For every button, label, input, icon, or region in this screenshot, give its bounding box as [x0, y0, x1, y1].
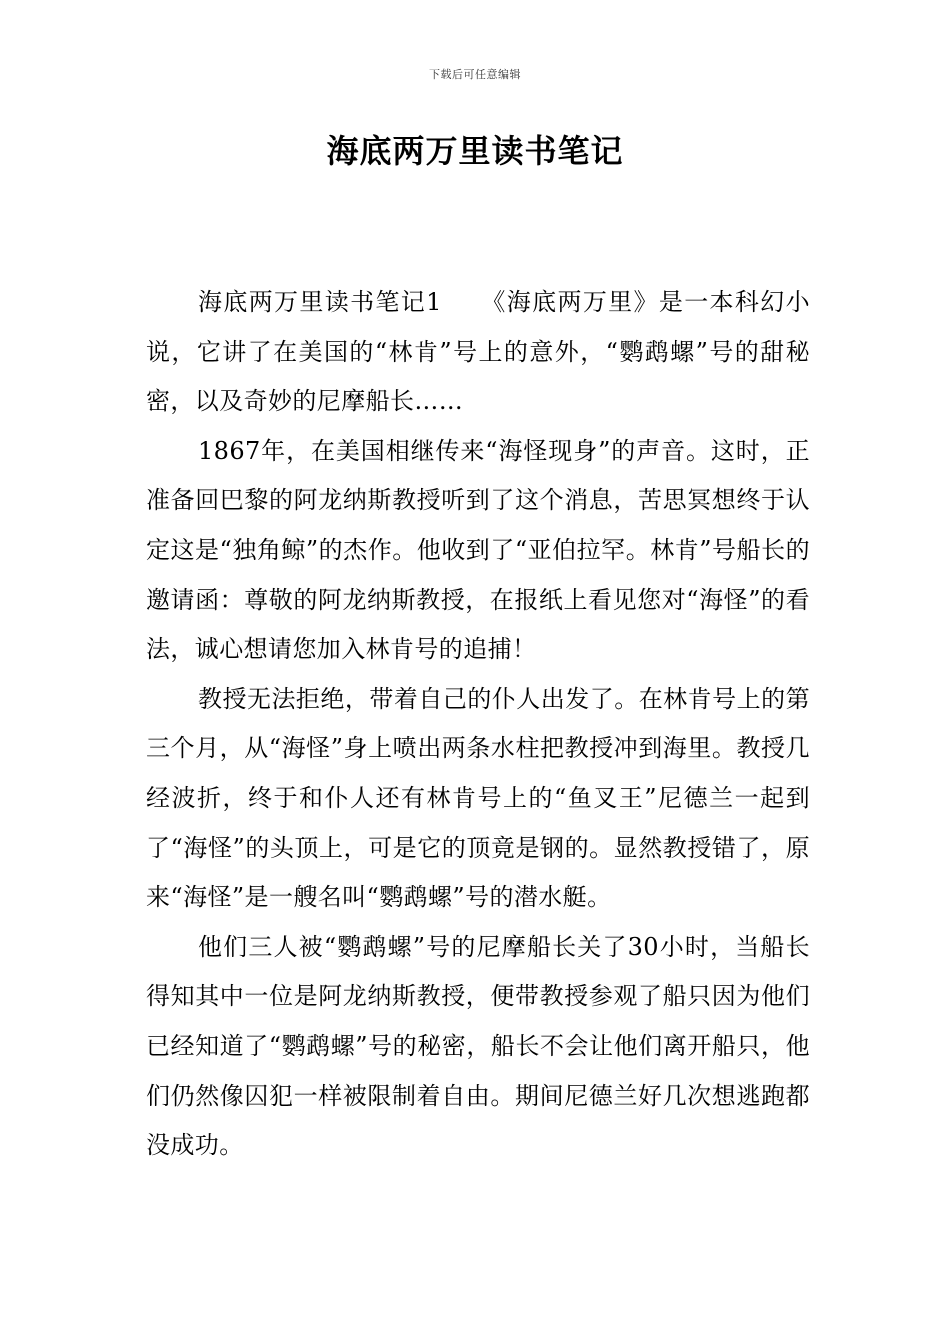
paragraph-4: 他们三人被“鹦鹉螺”号的尼摩船长关了30小时，当船长得知其中一位是阿龙纳斯教授，便带教授参观了船只因为他们已经知道了“鹦鹉螺”号的秘密，船长不会让他们离开船只，他们仍然像囚犯一样被限制着自由。期间尼德兰好几次想逃跑都没成功。: [146, 932, 810, 1160]
paragraph-3: 教授无法拒绝，带着自己的仆人出发了。在林肯号上的第三个月，从“海怪”身上喷出两条水柱把教授冲到海里。教授几经波折，终于和仆人还有林肯号上的“鱼叉王”尼德兰一起到了“海怪”的头顶上，可是它的顶竟是钢的。显然教授错了，原来“海怪”是一艘名叫“鹦鹉螺”号的潜水艇。: [146, 684, 810, 912]
paragraph-2: 1867年，在美国相继传来“海怪现身”的声音。这时，正准备回巴黎的阿龙纳斯教授听到了这个消息，苦思冥想终于认定这是“独角鲸”的杰作。他收到了“亚伯拉罕。林肯”号船长的邀请函：尊敬的阿龙纳斯教授，在报纸上看见您对“海怪”的看法，诚心想请您加入林肯号的追捕！: [146, 436, 810, 664]
document-body: [146, 278, 810, 1171]
paragraph-1: 海底两万里读书笔记1 《海底两万里》是一本科幻小说，它讲了在美国的“林肯”号上的意外，“鹦鹉螺”号的甜秘密，以及奇妙的尼摩船长……: [146, 288, 810, 416]
document-title: 海底两万里读书笔记: [326, 132, 624, 170]
header-note: 下载后可任意编辑: [429, 68, 521, 81]
